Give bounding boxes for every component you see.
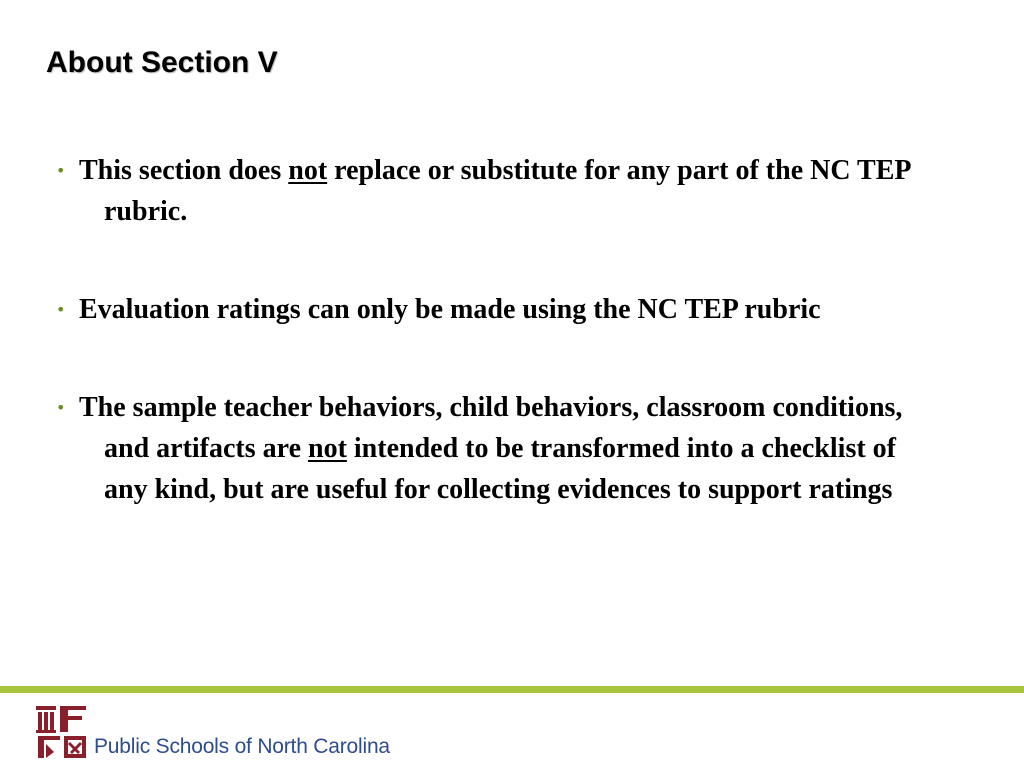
emphasis-not: not [288,155,328,186]
bullet-item [56,289,916,330]
bullet-list [56,150,916,567]
bullet-dot-icon: • [56,161,66,180]
bullet-item [56,150,916,232]
footer-org-name: Public Schools of North Carolina [94,735,390,758]
bullet-text: Evaluation ratings can only be made using the NC TEP rubric [79,294,821,325]
slide-title: About Section V [46,46,278,79]
bullet-text: The sample teacher behaviors, child behaviors, classroom conditions, and artifacts are [79,392,903,464]
bullet-text: intended to be transformed into a checklist of any kind, but are useful for collecting evidences to support ratings [104,433,896,505]
emphasis-not: not [308,433,347,464]
bullet-dot-icon: • [56,398,66,417]
nc-schools-logo-icon [34,704,88,760]
bullet-dot-icon: • [56,300,66,319]
footer-divider [0,686,1024,693]
bullet-text: This section does [79,155,289,186]
bullet-item [56,387,916,510]
bullet-text: replace or substitute for any part of the NC TEP rubric. [104,155,910,227]
